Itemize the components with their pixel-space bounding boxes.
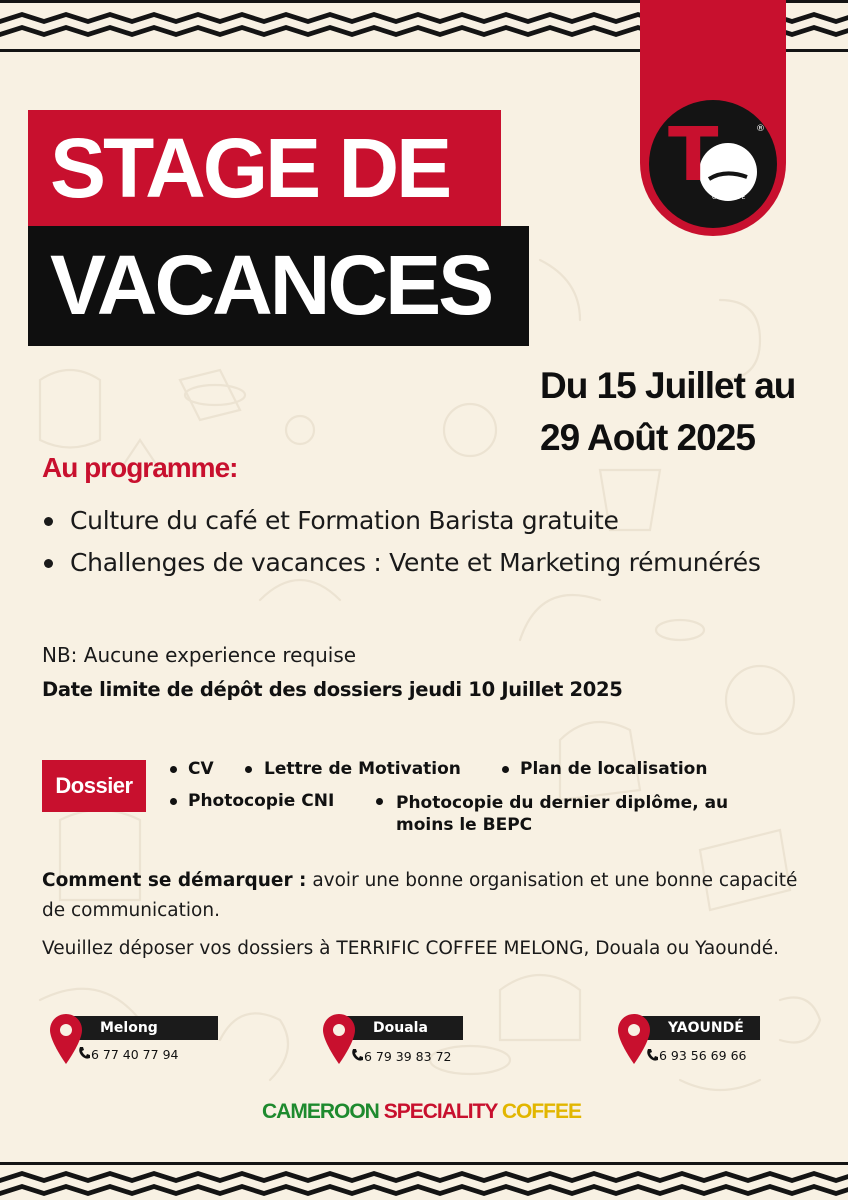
dates-line-1: Du 15 Juillet au — [540, 365, 796, 406]
location-phone: 6 77 40 77 94 — [91, 1047, 179, 1062]
list-item — [40, 500, 820, 542]
bullet-icon — [245, 766, 252, 773]
dossier-item-diplome: Photocopie du dernier diplôme, au — [396, 793, 729, 813]
demarquer-body: avoir une bonne organisation et une bonne capacité de communication. — [42, 870, 798, 921]
footer-word-speciality: SPECIALITY — [383, 1100, 497, 1123]
location-city: YAOUNDÉ — [638, 1016, 760, 1040]
deposer-text: Veuillez déposer vos dossiers à TERRIFIC COFFEE MELONG, Douala ou Yaoundé. — [42, 938, 780, 959]
bullet-icon — [170, 766, 177, 773]
location-city: Douala — [343, 1016, 463, 1040]
phone-icon — [646, 1048, 658, 1062]
list-item — [40, 542, 820, 584]
programme-item-2: Challenges de vacances : Vente et Marketing rémunérés — [70, 548, 761, 577]
internship-dates — [540, 360, 830, 464]
dossier-item-motivation: Lettre de Motivation — [264, 759, 461, 779]
dates-line-2: 29 Août 2025 — [540, 417, 755, 458]
demarquer-label: Comment se démarquer : — [42, 870, 307, 891]
programme-list — [40, 500, 820, 584]
location-city: Melong — [70, 1016, 218, 1040]
bottom-zigzag-border — [0, 1162, 848, 1200]
title-line-1: STAGE DE — [28, 110, 501, 226]
bullet-icon — [170, 798, 177, 805]
dossier-item-cv: CV — [188, 759, 214, 779]
dossier-item-cni: Photocopie CNI — [188, 791, 335, 811]
bullet-icon — [502, 766, 509, 773]
logo-wordmark: COFFEE — [712, 194, 748, 201]
bullet-icon — [376, 798, 383, 805]
nb-note: NB: Aucune experience requise — [42, 643, 357, 667]
dossier-item-localisation: Plan de localisation — [520, 759, 708, 779]
registered-mark: ® — [756, 124, 765, 134]
deadline-text: Date limite de dépôt des dossiers jeudi 10 Juillet 2025 — [42, 678, 623, 701]
location-phone: 6 79 39 83 72 — [364, 1049, 452, 1064]
logo-letter: T — [668, 112, 719, 198]
dossier-item-diplome-cont: moins le BEPC — [396, 815, 533, 835]
demarquer-text — [42, 866, 802, 926]
phone-icon — [78, 1046, 90, 1060]
programme-item-1: Culture du café et Formation Barista gratuite — [70, 506, 619, 535]
footer-word-coffee: COFFEE — [501, 1100, 582, 1123]
dossier-badge: Dossier — [42, 760, 146, 812]
title-line-2: VACANCES — [28, 226, 529, 346]
location-phone: 6 93 56 69 66 — [659, 1048, 747, 1063]
footer-word-cameroon: CAMEROON — [262, 1100, 379, 1123]
phone-icon — [351, 1048, 363, 1062]
programme-heading: Au programme: — [42, 452, 238, 483]
footer-tagline — [262, 1100, 581, 1124]
